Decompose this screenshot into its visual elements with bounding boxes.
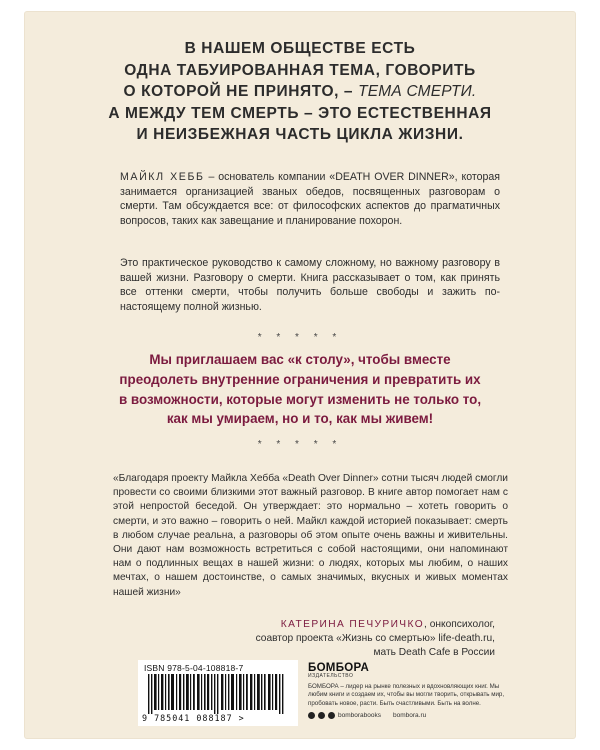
author-bio (120, 170, 500, 228)
publisher-slogan: БОМБОРА – лидер на рынке полезных и вдохновляющих книг. Мы любим книги и создаем их, чтобы вы могли творить, открывать мир, пробовать новое, расти. Быть счастливыми. Быть на волне. (308, 683, 505, 707)
book-description: Это практическое руководство к самому сложному, но важному разговору в вашей жизни. Разговору о смерти. Книга рассказывает о том, как принять все оттенки смерти, чтобы получить больше свободы и зажить по-настоящему полной жизнью. (120, 257, 500, 313)
reviewer-name: КАТЕРИНА ПЕЧУРИЧКО (280, 619, 425, 630)
back-cover (25, 12, 575, 738)
publisher-logo-subtitle: ИЗДАТЕЛЬСТВО (308, 673, 354, 679)
attribution-line: мать Death Cafe в России (373, 647, 495, 659)
headline-emphasis: ТЕМА СМЕРТИ. (358, 83, 477, 100)
review-attribution (256, 618, 495, 661)
headline-line: В НАШЕМ ОБЩЕСТВЕ ЕСТЬ (184, 40, 416, 57)
review-quote: «Благодаря проекту Майкла Хебба «Death Over Dinner» сотни тысяч людей смогли провести со своими близкими этот важный разговор. В книге автор помогает нам с этой непростой беседой. Он утверждает: это нормально – хотеть говорить о смерти, и это важно – говорить о ней. Майкл каждой историей показывает: смерть в любом случае реальна, а разговоры об этом опыте очень важны и живительны. Они дают нам возможность встретиться с собой настоящими, они напоминают нам о подлинных вещах в нашей жизни: о людях, которых мы любим, о наших мечтах, о нашем достоинстве, о самых значимых, вкусных и живых моментах нашей жизни» (113, 473, 509, 598)
instagram-icon[interactable] (328, 712, 335, 719)
barcode-number: 9 785041 088187 > (142, 713, 245, 723)
barcode-panel (138, 660, 298, 726)
separator-top: * * * * * (257, 332, 343, 343)
headline-line (25, 81, 575, 103)
isbn-text: ISBN 978-5-04-108818-7 (144, 663, 244, 673)
headline-line: ОДНА ТАБУИРОВАННАЯ ТЕМА, ГОВОРИТЬ (124, 61, 476, 79)
headline (25, 38, 575, 146)
author-bio-text: – основатель компании «DEATH OVER DINNER», которая занимается организацией званых обедов, посвященных разговорам о смерти. Там обсуждается все: от философских аспектов до прагматичных вопросов, таких как завещание и планирование похорон. (120, 171, 500, 227)
publisher-block (308, 662, 518, 719)
invitation-line: в возможности, которые могут изменить не только то, (118, 391, 482, 407)
barcode-icon (144, 674, 292, 714)
headline-line-start: О КОТОРОЙ НЕ ПРИНЯТО, – (123, 83, 354, 100)
attribution-line (256, 618, 495, 632)
attribution-line: соавтор проекта «Жизнь со смертью» life-death.ru, (255, 633, 495, 645)
reviewer-role: , онкопсихолог, (424, 619, 495, 630)
invitation-line: Мы приглашаем вас «к столу», чтобы вместе (149, 352, 451, 367)
publisher-logo: БОМБОРА (308, 662, 370, 674)
headline-line: А МЕЖДУ ТЕМ СМЕРТЬ – ЭТО ЕСТЕСТВЕННАЯ (108, 104, 492, 122)
invitation-line: преодолеть внутренние ограничения и превратить их (119, 371, 481, 387)
facebook-icon[interactable] (308, 712, 315, 719)
author-name: МАЙКЛ ХЕББ (120, 171, 205, 183)
publisher-site[interactable]: bombora.ru (393, 711, 427, 719)
vk-icon[interactable] (318, 712, 325, 719)
publisher-social (308, 712, 518, 719)
headline-line: И НЕИЗБЕЖНАЯ ЧАСТЬ ЦИКЛА ЖИЗНИ. (136, 126, 464, 143)
invitation-line: как мы умираем, но и то, как мы живем! (166, 411, 434, 427)
invitation (25, 350, 575, 429)
separator-bottom: * * * * * (257, 439, 343, 450)
publisher-handle[interactable]: bomborabooks (338, 711, 381, 719)
